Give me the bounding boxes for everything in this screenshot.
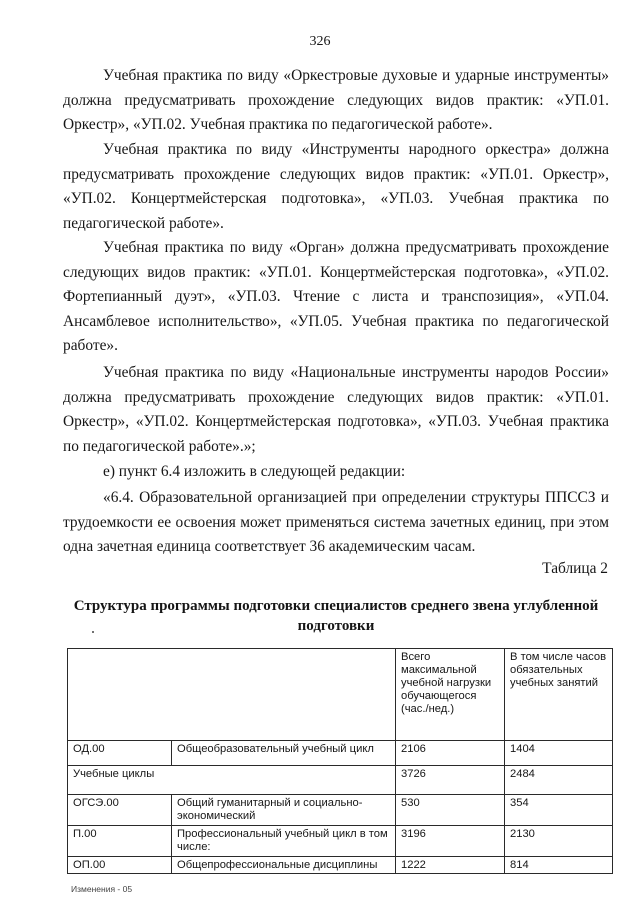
row-mandatory: 354 bbox=[505, 795, 613, 826]
row-code: П.00 bbox=[68, 826, 172, 857]
page-number: 326 bbox=[309, 34, 331, 49]
row-mandatory: 814 bbox=[505, 857, 613, 874]
row-code: ОД.00 bbox=[68, 741, 172, 766]
row-name: Общеобразовательный учебный цикл bbox=[172, 741, 396, 766]
row-total: 1222 bbox=[396, 857, 505, 874]
header-empty-cell bbox=[68, 649, 396, 741]
row-total: 3196 bbox=[396, 826, 505, 857]
paragraph-6-4: «6.4. Образовательной организацией при определении структуры ППССЗ и трудоемкости ее освоения может применяться система зачетных единиц, при этом одна зачетная единица соответствует 36 академическим часам. bbox=[63, 489, 609, 555]
table-row bbox=[68, 857, 613, 874]
row-mandatory: 2130 bbox=[505, 826, 613, 857]
row-code: ОП.00 bbox=[68, 857, 172, 874]
row-mandatory: 2484 bbox=[505, 766, 613, 795]
table-row bbox=[68, 766, 613, 795]
table-header-row bbox=[68, 649, 613, 741]
paragraph-orchestra-winds: Учебная практика по виду «Оркестровые духовые и ударные инструменты» должна предусматривать прохождение следующих видов практик: «УП.01. Оркестр», «УП.02. Учебная практика по педагогической работе». bbox=[63, 67, 609, 133]
scan-speck bbox=[92, 631, 94, 633]
row-code: ОГСЭ.00 bbox=[68, 795, 172, 826]
paragraph-item-e: е) пункт 6.4 изложить в следующей редакции: bbox=[103, 463, 406, 480]
header-mandatory-hours: В том числе часов обязательных учебных занятий bbox=[505, 649, 613, 741]
header-total-load: Всего максимальной учебной нагрузки обучающегося (час./нед.) bbox=[396, 649, 505, 741]
row-mandatory: 1404 bbox=[505, 741, 613, 766]
table-row bbox=[68, 826, 613, 857]
paragraph-national-instruments: Учебная практика по виду «Национальные инструменты народов России» должна предусматривать прохождение следующих видов практик: «УП.01. Оркестр», «УП.02. Концертмейстерская подготовка», «УП.03. Учебная практика по педагогической работе».»; bbox=[63, 364, 609, 455]
row-name: Общий гуманитарный и социально-экономический bbox=[172, 795, 396, 826]
row-total: 3726 bbox=[396, 766, 505, 795]
structure-table bbox=[67, 648, 613, 874]
table-caption: Таблица 2 bbox=[542, 560, 608, 577]
row-label: Учебные циклы bbox=[68, 766, 396, 795]
table-title: Структура программы подготовки специалистов среднего звена углубленной подготовки bbox=[73, 598, 599, 634]
row-name: Профессиональный учебный цикл в том числе: bbox=[172, 826, 396, 857]
paragraph-organ: Учебная практика по виду «Орган» должна предусматривать прохождение следующих видов практик: «УП.01. Концертмейстерская подготовка», «УП.02. Фортепианный дуэт», «УП.03. Чтение с листа и транспозиция», «УП.04. Ансамблевое исполнительство», «УП.05. Учебная практика по педагогической работе». bbox=[63, 239, 609, 354]
footer-revision-note: Изменения - 05 bbox=[71, 884, 133, 894]
row-name: Общепрофессиональные дисциплины bbox=[172, 857, 396, 874]
row-total: 530 bbox=[396, 795, 505, 826]
table-row bbox=[68, 741, 613, 766]
paragraph-folk-instruments: Учебная практика по виду «Инструменты народного оркестра» должна предусматривать прохождение следующих видов практик: «УП.01. Оркестр», «УП.02. Концертмейстерская подготовка», «УП.03. Учебная практика по педагогической работе». bbox=[63, 141, 609, 232]
table-row bbox=[68, 795, 613, 826]
row-total: 2106 bbox=[396, 741, 505, 766]
